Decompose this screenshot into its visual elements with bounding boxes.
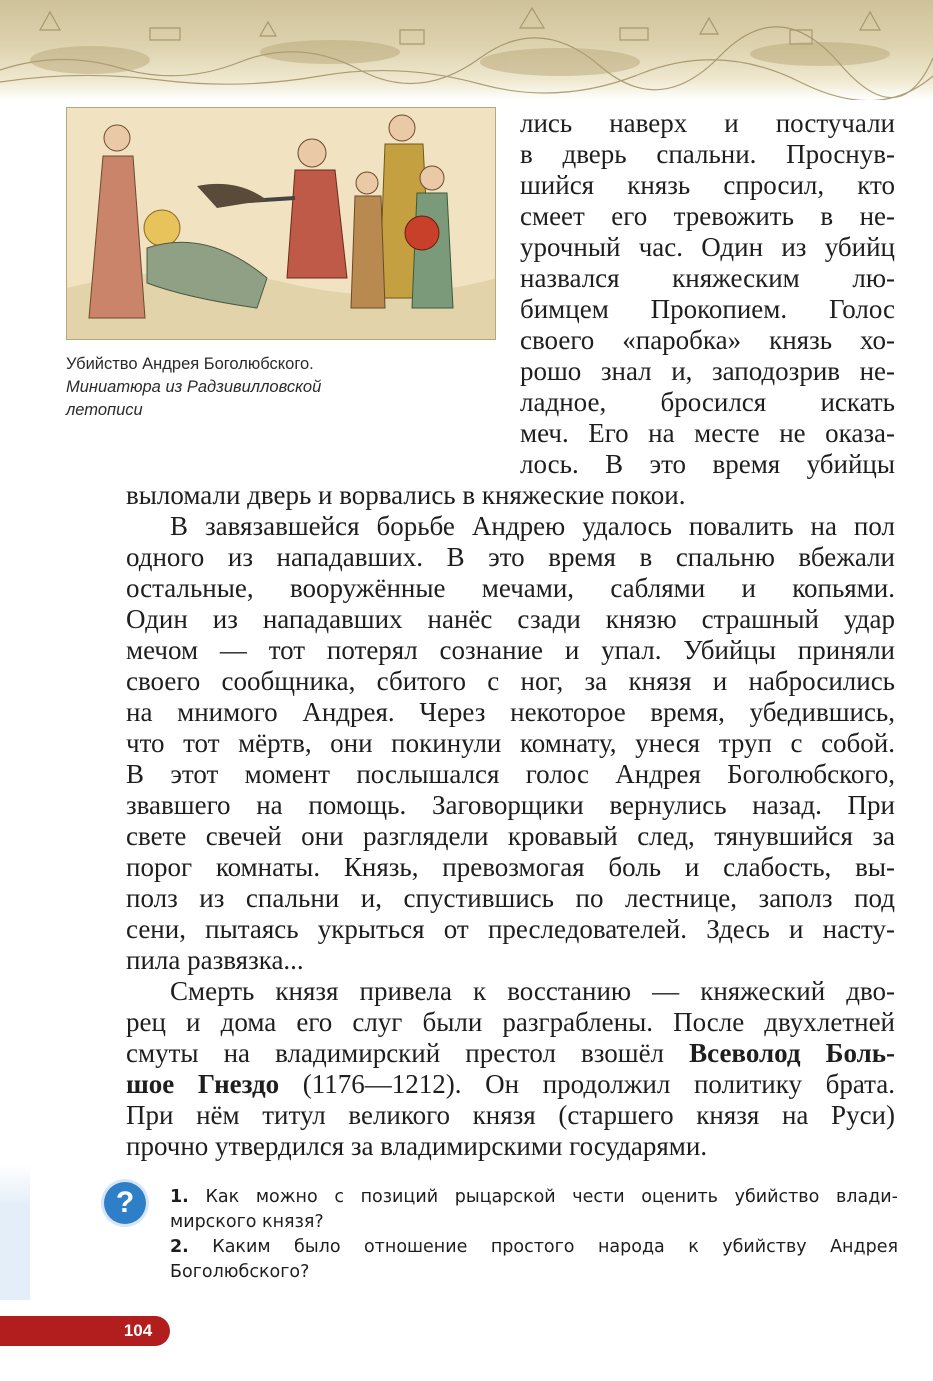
caption-source-cont: летописи [66, 401, 143, 419]
text-line: В этот момент послышался голос Андрея Боголюбского, [126, 759, 895, 789]
text-fragment: (1176—1212). Он продолжил политику брата. [302, 1069, 896, 1099]
question-number: 1. [170, 1187, 189, 1207]
text-line: сени, пытаясь укрыться от преследователей. Здесь и насту- [126, 914, 895, 944]
question-icon: ? [104, 1182, 146, 1224]
header-decoration [0, 0, 933, 100]
text-line: свете свечей они разглядели кровавый след, тянувшийся за [126, 821, 895, 851]
question-text: Каким было отношение простого народа к убийству Андрея [212, 1237, 898, 1257]
image-caption [66, 353, 416, 422]
question-1-cont: мирского князя? [170, 1212, 324, 1232]
text-line: рошо знал и, заподозрив не- [520, 356, 895, 386]
text-line: порог комнаты. Князь, превозмогая боль и слабость, вы- [126, 852, 895, 882]
text-line: что тот мёртв, они покинули комнату, унеся труп с собой. [126, 728, 895, 758]
bold-name-cont: шое Гнездо [126, 1069, 280, 1099]
text-line: одного из нападавших. В это время в спальню вбежали [126, 542, 895, 572]
caption-source: Миниатюра из Радзивилловской [66, 378, 322, 396]
text-fragment: смуты на владимирский престол взошёл [126, 1038, 665, 1068]
text-line: в дверь спальни. Проснув- [520, 139, 895, 169]
text-line: лись наверх и постучали [520, 108, 895, 138]
text-line: Один из нападавших нанёс сзади князю страшный удар [126, 604, 895, 634]
text-line: мечом — тот потерял сознание и упал. Убийцы приняли [126, 635, 895, 665]
question-2 [170, 1235, 898, 1260]
text-line: полз из спальни и, спустившись по лестнице, заполз под [126, 883, 895, 913]
page-number: 104 [123, 1321, 153, 1340]
question-2-cont: Боголюбского? [170, 1262, 310, 1282]
text-line: звавшего на помощь. Заговорщики вернулись назад. При [126, 790, 895, 820]
question-text: Как можно с позиций рыцарской чести оценить убийство влади- [205, 1187, 898, 1207]
text-line: выломали дверь и ворвались в княжеские покои. [126, 480, 686, 510]
question-1 [170, 1185, 898, 1210]
old-map-illustration [0, 0, 933, 100]
text-line: меч. Его на месте не оказа- [520, 418, 895, 448]
text-line: назвался княжеским лю- [520, 263, 895, 293]
caption-title: Убийство Андрея Боголюбского. [66, 355, 314, 373]
paragraph-start: В завязавшейся борьбе Андрею удалось повалить на пол [170, 511, 895, 541]
text-line: При нём титул великого князя (старшего князя на Руси) [126, 1100, 895, 1130]
text-line: прочно утвердился за владимирскими государями. [126, 1131, 708, 1161]
text-line [126, 1038, 895, 1069]
text-line: на мнимого Андрея. Через некоторое время, убедившись, [126, 697, 895, 727]
text-line: рец и дома его слуг были разграблены. После двухлетней [126, 1007, 895, 1037]
text-line: пила развязка... [126, 945, 304, 975]
text-line: смеет его тревожить в не- [520, 201, 895, 231]
text-line: бимцем Прокопием. Голос [520, 294, 895, 324]
text-line: своего сообщника, сбитого с ног, за князя и набросились [126, 666, 895, 696]
text-line: ладное, бросился искать [520, 387, 895, 417]
text-line: своего «паробка» князь хо- [520, 325, 895, 355]
text-line: лось. В это время убийцы [520, 449, 895, 479]
margin-tint [0, 1165, 30, 1300]
text-line: урочный час. Один из убийц [520, 232, 895, 262]
miniature-illustration [66, 107, 496, 340]
question-number: 2. [170, 1237, 189, 1257]
text-line: шийся князь спросил, кто [520, 170, 895, 200]
text-line [126, 1069, 895, 1100]
text-line: остальные, вооружённые мечами, саблями и копьями. [126, 573, 895, 603]
paragraph-start: Смерть князя привела к восстанию — княжеский дво- [170, 976, 895, 1006]
bold-name: Всеволод Боль- [689, 1038, 896, 1068]
